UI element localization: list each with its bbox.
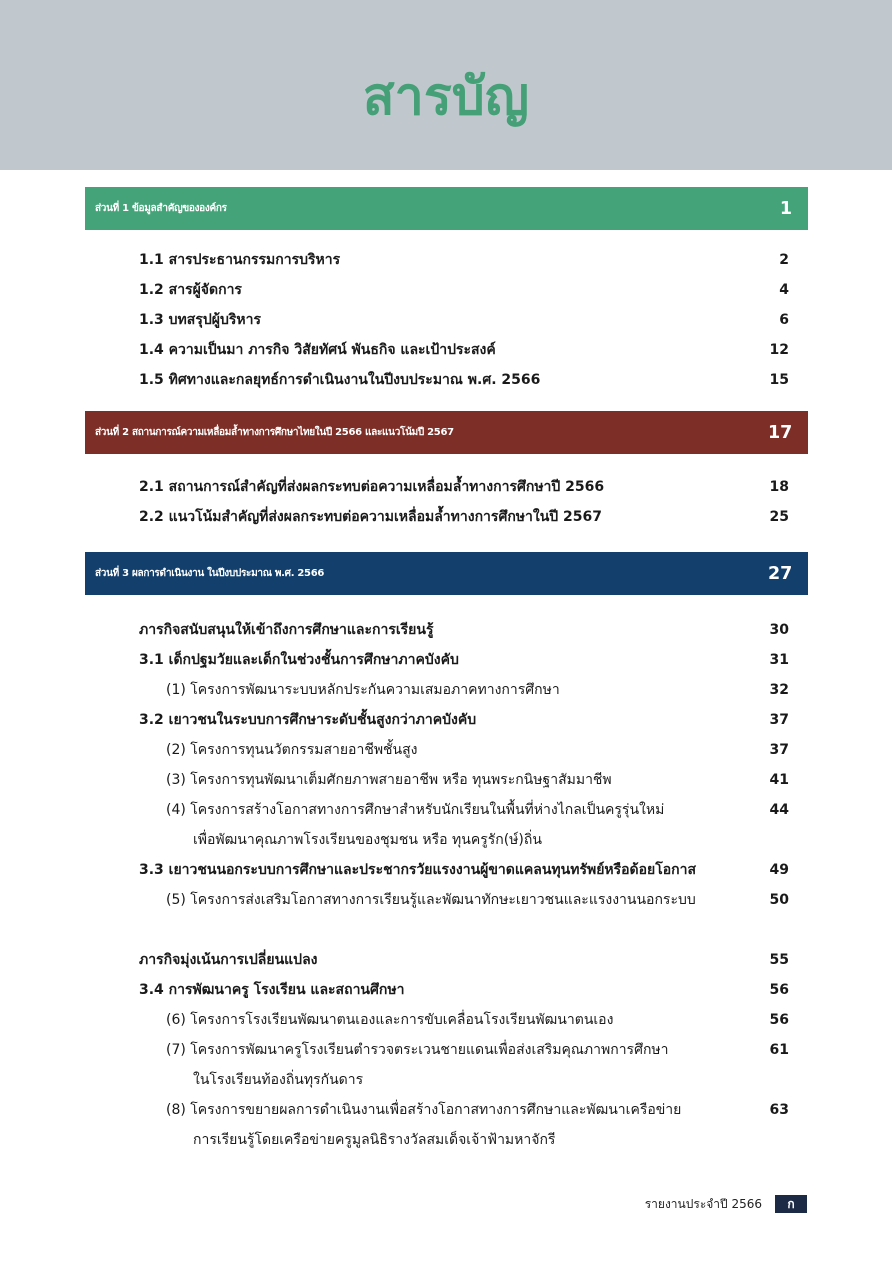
toc-entry-page: 30 [769, 622, 789, 638]
toc-entry-page: 61 [769, 1042, 789, 1058]
toc-entry[interactable] [0, 735, 892, 765]
toc-entry[interactable] [0, 1035, 892, 1065]
section-page-number: 27 [768, 563, 793, 584]
section-title: ส่วนที่ 3 ผลการดำเนินงาน ในปีงบประมาณ พ.ศ. 2566 [95, 568, 325, 579]
toc-entry-page: 49 [769, 862, 789, 878]
toc-entry-text: เพื่อพัฒนาคุณภาพโรงเรียนของชุมชน หรือ ทุนครูรัก(ษ์)ถิ่น [193, 832, 542, 848]
toc-entry[interactable] [0, 645, 892, 675]
toc-entry[interactable] [0, 502, 892, 532]
toc-entry-text: 3.3 เยาวชนนอกระบบการศึกษาและประชากรวัยแรงงานผู้ขาดแคลนทุนทรัพย์หรือด้อยโอกาส [139, 862, 697, 878]
toc-entry-text: (5) โครงการส่งเสริมโอกาสทางการเรียนรู้และพัฒนาทักษะเยาวชนและแรงงานนอกระบบ [166, 892, 696, 908]
toc-entry-text: (3) โครงการทุนพัฒนาเต็มศักยภาพสายอาชีพ หรือ ทุนพระกนิษฐาสัมมาชีพ [166, 772, 612, 788]
section-3-bar[interactable] [85, 552, 808, 595]
toc-entry-text: (4) โครงการสร้างโอกาสทางการศึกษาสำหรับนักเรียนในพื้นที่ห่างไกลเป็นครูรุ่นใหม่ [166, 802, 665, 818]
toc-entry[interactable] [0, 705, 892, 735]
toc-entry-text: 3.4 การพัฒนาครู โรงเรียน และสถานศึกษา [139, 982, 405, 998]
toc-entry[interactable] [0, 615, 892, 645]
toc-entry-page: 37 [769, 712, 789, 728]
toc-entry[interactable] [0, 945, 892, 975]
toc-entry-text: ภารกิจสนับสนุนให้เข้าถึงการศึกษาและการเรียนรู้ [139, 622, 434, 638]
toc-entry-page: 15 [769, 372, 789, 388]
toc-entry-text: (6) โครงการโรงเรียนพัฒนาตนเองและการขับเคลื่อนโรงเรียนพัฒนาตนเอง [166, 1012, 614, 1028]
toc-entry-text: 1.4 ความเป็นมา ภารกิจ วิสัยทัศน์ พันธกิจ และเป้าประสงค์ [139, 342, 496, 358]
toc-entry-text: (8) โครงการขยายผลการดำเนินงานเพื่อสร้างโอกาสทางการศึกษาและพัฒนาเครือข่าย [166, 1102, 682, 1118]
toc-entry-page: 2 [779, 252, 789, 268]
footer-report-label: รายงานประจำปี 2566 [644, 1197, 762, 1211]
toc-entry-page: 37 [769, 742, 789, 758]
section-page-number: 17 [768, 422, 793, 443]
toc-entry-text: การเรียนรู้โดยเครือข่ายครูมูลนิธิรางวัลสมเด็จเจ้าฟ้ามหาจักรี [193, 1132, 556, 1148]
toc-entry[interactable] [0, 855, 892, 885]
toc-entry-text: 1.5 ทิศทางและกลยุทธ์การดำเนินงานในปีงบประมาณ พ.ศ. 2566 [139, 372, 541, 388]
toc-entry-continuation [0, 1065, 892, 1095]
section-1-bar[interactable] [85, 187, 808, 230]
toc-entry-page: 56 [769, 982, 789, 998]
toc-entry-page: 12 [769, 342, 789, 358]
section-2-bar[interactable] [85, 411, 808, 454]
toc-entry[interactable] [0, 795, 892, 825]
toc-entry-continuation [0, 825, 892, 855]
toc-entry[interactable] [0, 1095, 892, 1125]
toc-entry-text: 1.2 สารผู้จัดการ [139, 282, 242, 298]
toc-entry-page: 63 [769, 1102, 789, 1118]
toc-entry[interactable] [0, 765, 892, 795]
toc-entry[interactable] [0, 675, 892, 705]
section-page-number: 1 [779, 198, 792, 219]
toc-entry-page: 4 [779, 282, 789, 298]
toc-entry-text: 2.1 สถานการณ์สำคัญที่ส่งผลกระทบต่อความเหลื่อมล้ำทางการศึกษาปี 2566 [139, 479, 605, 495]
toc-entry-text: (1) โครงการพัฒนาระบบหลักประกันความเสมอภาคทางการศึกษา [166, 682, 560, 698]
page-title: สารบัญ [362, 67, 530, 127]
toc-entry-text: ในโรงเรียนท้องถิ่นทุรกันดาร [193, 1072, 364, 1088]
toc-entry-page: 56 [769, 1012, 789, 1028]
toc-entry[interactable] [0, 1005, 892, 1035]
section-title: ส่วนที่ 2 สถานการณ์ความเหลื่อมล้ำทางการศึกษาไทยในปี 2566 และแนวโน้มปี 2567 [95, 427, 454, 438]
footer-page-badge: ก [775, 1195, 807, 1213]
toc-entry-text: 3.1 เด็กปฐมวัยและเด็กในช่วงชั้นการศึกษาภาคบังคับ [139, 652, 459, 668]
toc-entry-page: 6 [779, 312, 789, 328]
toc-entry-page: 32 [769, 682, 789, 698]
toc-entry-continuation [0, 1125, 892, 1155]
toc-entry-text: 3.2 เยาวชนในระบบการศึกษาระดับชั้นสูงกว่าภาคบังคับ [139, 712, 477, 728]
toc-entry[interactable] [0, 975, 892, 1005]
toc-entry-text: 2.2 แนวโน้มสำคัญที่ส่งผลกระทบต่อความเหลื่อมล้ำทางการศึกษาในปี 2567 [139, 509, 603, 525]
section-title: ส่วนที่ 1 ข้อมูลสำคัญขององค์กร [95, 203, 227, 214]
toc-entry-page: 44 [769, 802, 789, 818]
toc-entry-page: 18 [769, 479, 789, 495]
toc-entry-page: 50 [769, 892, 789, 908]
toc-entry-page: 55 [769, 952, 789, 968]
toc-entry-page: 25 [769, 509, 789, 525]
toc-entry[interactable] [0, 365, 892, 395]
toc-entry-text: 1.3 บทสรุปผู้บริหาร [139, 312, 261, 328]
toc-entry-text: 1.1 สารประธานกรรมการบริหาร [139, 252, 341, 268]
toc-entry-page: 31 [769, 652, 789, 668]
toc-entry-page: 41 [769, 772, 789, 788]
toc-entry[interactable] [0, 472, 892, 502]
toc-entry[interactable] [0, 335, 892, 365]
toc-entry[interactable] [0, 245, 892, 275]
toc-entry-text: (2) โครงการทุนนวัตกรรมสายอาชีพชั้นสูง [166, 742, 418, 758]
toc-entry-text: ภารกิจมุ่งเน้นการเปลี่ยนแปลง [139, 952, 318, 968]
toc-entry[interactable] [0, 305, 892, 335]
toc-entry[interactable] [0, 275, 892, 305]
toc-entry[interactable] [0, 885, 892, 915]
toc-entry-text: (7) โครงการพัฒนาครูโรงเรียนตำรวจตระเวนชายแดนเพื่อส่งเสริมคุณภาพการศึกษา [166, 1042, 669, 1058]
